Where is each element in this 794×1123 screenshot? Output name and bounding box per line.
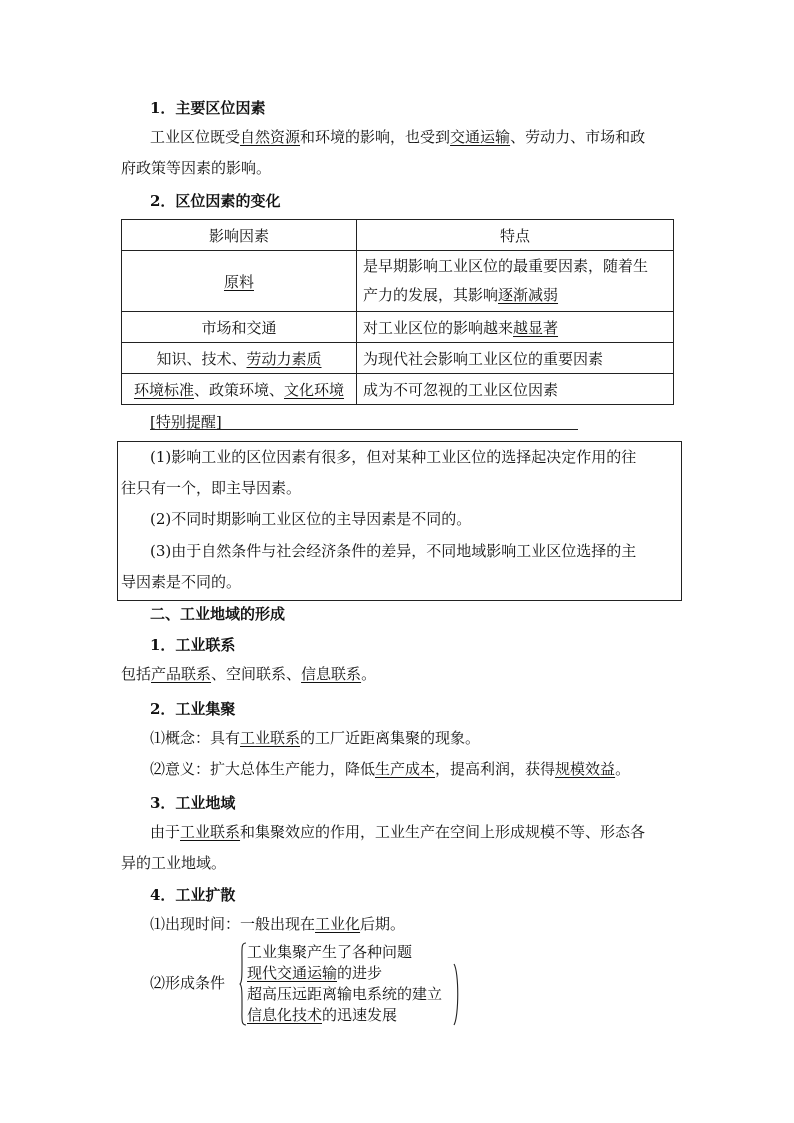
paragraph-cluster-significance: ⑵意义：扩大总体生产能力，降低生产成本，提高利润，获得规模效益。 <box>150 760 631 778</box>
table-cell-factor: 原料 <box>122 251 357 312</box>
table-cell-factor: 市场和交通 <box>122 312 357 343</box>
reminder-line: 导因素是不同的。 <box>121 573 242 591</box>
keyword-transport: 交通运输 <box>450 128 511 146</box>
reminder-line: (3)由于自然条件与社会经济条件的差异，不同地域影响工业区位选择的主 <box>150 542 637 560</box>
table-row <box>122 374 674 405</box>
reminder-line: (2)不同时期影响工业区位的主导因素是不同的。 <box>150 510 472 528</box>
table-cell-feature: 对工业区位的影响越来越显著 <box>357 312 674 343</box>
factor-changes-table <box>121 219 674 405</box>
list-item: 信息化技术的迅速发展 <box>247 1006 398 1024</box>
heading-industrial-region: 3．工业地域 <box>150 794 236 812</box>
left-brace-icon <box>239 942 247 1026</box>
paragraph-industrial-links: 包括产品联系、空间联系、信息联系。 <box>121 665 377 683</box>
list-item: 工业集聚产生了各种问题 <box>247 943 413 961</box>
paragraph-industrial-region-line2: 异的工业地域。 <box>121 854 227 872</box>
table-row <box>122 312 674 343</box>
right-paren-icon <box>453 942 461 1026</box>
table-header-cell: 影响因素 <box>122 220 357 251</box>
heading-industrial-region-formation: 二、工业地域的形成 <box>150 605 286 623</box>
special-reminder-box <box>117 441 682 601</box>
table-row <box>122 251 674 312</box>
heading-industrial-spread: 4．工业扩散 <box>150 886 236 904</box>
paragraph-spread-time: ⑴出现时间：一般出现在工业化后期。 <box>150 915 406 933</box>
table-cell-feature: 是早期影响工业区位的最重要因素，随着生 产力的发展，其影响逐渐减弱 <box>357 251 674 312</box>
heading-main-factors: 1．主要区位因素 <box>150 99 266 117</box>
table-cell-feature: 成为不可忽视的工业区位因素 <box>357 374 674 405</box>
heading-factor-changes: 2．区位因素的变化 <box>150 192 281 210</box>
table-row <box>122 343 674 374</box>
reminder-line: 往只有一个，即主导因素。 <box>121 479 302 497</box>
table-cell-factor: 环境标准、政策环境、文化环境 <box>122 374 357 405</box>
list-item: 现代交通运输的进步 <box>247 964 383 982</box>
list-item: 超高压远距离输电系统的建立 <box>247 985 443 1003</box>
spread-conditions-label: ⑵形成条件 <box>150 974 226 992</box>
table-cell-factor: 知识、技术、劳动力素质 <box>122 343 357 374</box>
table-header-row <box>122 220 674 251</box>
paragraph-industrial-region-line1: 由于工业联系和集聚效应的作用，工业生产在空间上形成规模不等、形态各 <box>150 823 646 841</box>
reminder-line: (1)影响工业的区位因素有很多，但对某种工业区位的选择起决定作用的往 <box>150 448 637 466</box>
paragraph-cluster-concept: ⑴概念：具有工业联系的工厂近距离集聚的现象。 <box>150 729 481 747</box>
keyword-natural-resources: 自然资源 <box>240 128 301 146</box>
spread-conditions-list <box>239 942 469 1026</box>
paragraph-main-factors-line2: 府政策等因素的影响。 <box>121 159 272 177</box>
heading-industrial-clustering: 2．工业集聚 <box>150 700 236 718</box>
special-reminder-label: [特别提醒] <box>150 413 222 431</box>
special-reminder-rule <box>150 429 578 430</box>
heading-industrial-links: 1．工业联系 <box>150 636 236 654</box>
table-cell-feature: 为现代社会影响工业区位的重要因素 <box>357 343 674 374</box>
paragraph-main-factors-line1: 工业区位既受自然资源和环境的影响，也受到交通运输、劳动力、市场和政 <box>150 128 646 146</box>
table-header-cell: 特点 <box>357 220 674 251</box>
